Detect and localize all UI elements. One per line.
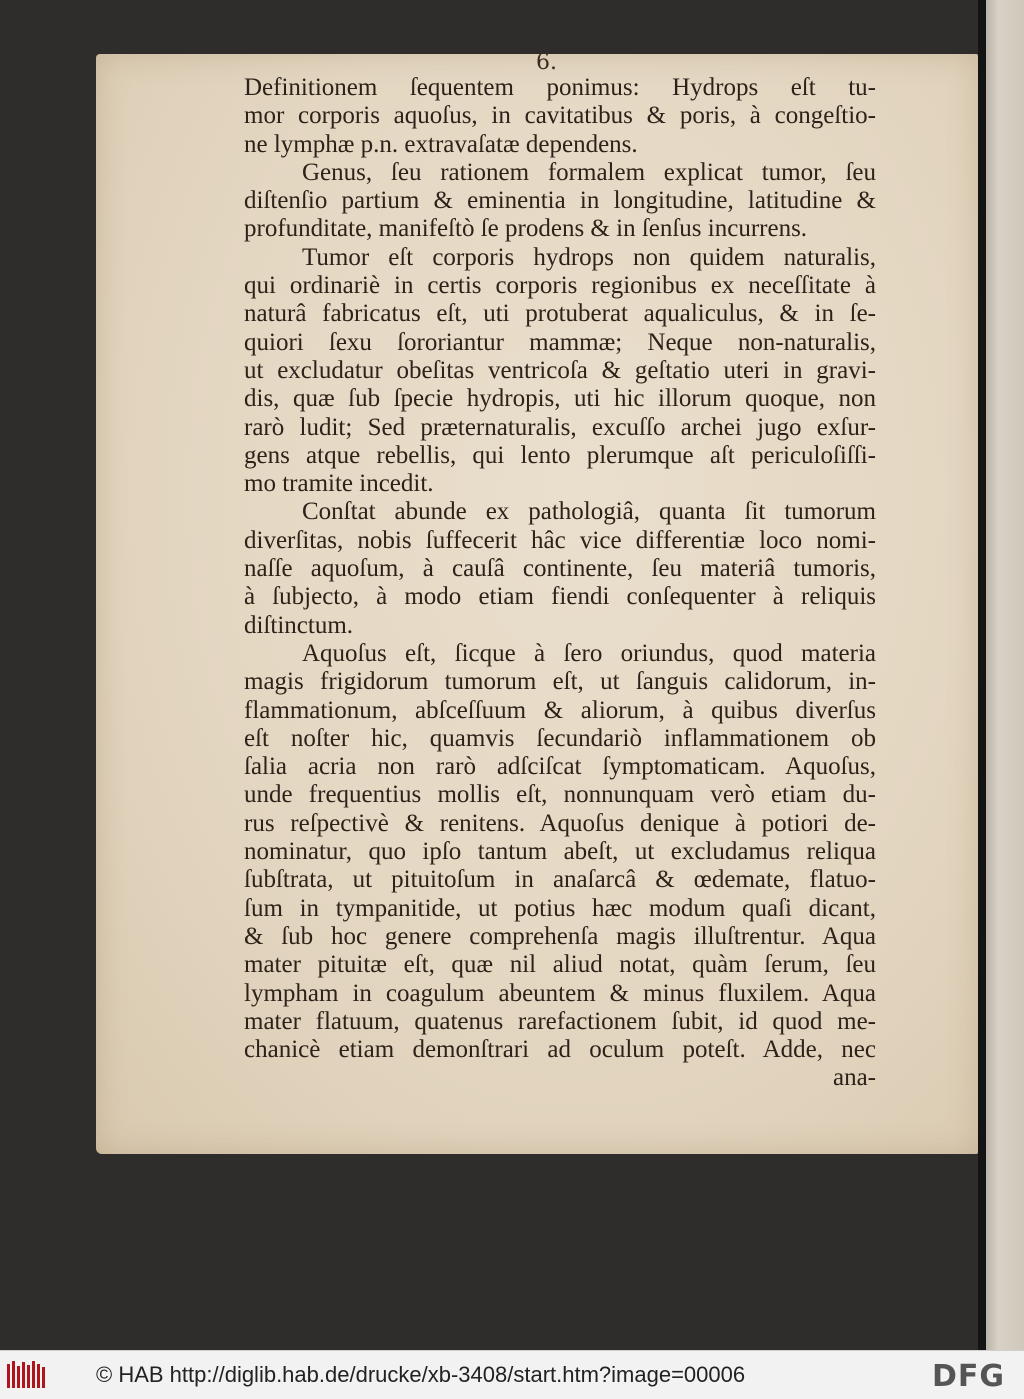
text-line: qui ordinariè in certis corporis regionibus ex neceſſitate à [244,272,876,300]
footer-bar [0,1350,1024,1399]
dfg-logo: DFG [932,1359,1006,1394]
adjacent-page-edge [978,0,1024,1350]
text-line: ne lymphæ p.n. extravaſatæ dependens. [244,130,638,158]
page-number: 6. [536,50,557,75]
text-line: diſtenſio partium & eminentia in longitudine, latitudine & [244,187,876,215]
hab-logo-icon [6,1360,46,1390]
text-line: lympham in coagulum abeuntem & minus fluxilem. Aqua [244,979,876,1007]
text-line: Tumor eſt corporis hydrops non quidem naturalis, [302,243,876,271]
text-line: eſt noſter hic, quamvis ſecundariò inflammationem ob [244,724,876,752]
text-line: Aquoſus eſt, ſicque à ſero oriundus, quod materia [302,639,876,667]
text-line: diſtinctum. [244,611,354,639]
page-text [244,74,876,1093]
text-line: profunditate, manifeſtò ſe prodens & in ſenſus incurrens. [244,215,808,243]
text-line: quiori ſexu ſororiantur mammæ; Neque non-naturalis, [244,328,876,356]
text-line: ſalia acria non rarò adſciſcat ſymptomaticam. Aquoſus, [244,753,876,781]
text-line: unde frequentius mollis eſt, nonnunquam verò etiam du- [244,781,876,809]
text-line: Definitionem ſequentem ponimus: Hydrops eſt tu- [244,74,876,101]
text-line: dis, quæ ſub ſpecie hydropis, uti hic illorum quoque, non [244,385,876,413]
text-line: naſſe aquoſum, à cauſâ continente, ſeu materiâ tumoris, [244,555,876,583]
text-line: gens atque rebellis, qui lento plerumque aſt periculoſiſſi- [244,441,876,469]
text-line: mor corporis aquoſus, in cavitatibus & poris, à congeſtio- [244,102,876,130]
text-line: nominatur, quo ipſo tantum abeſt, ut excludamus reliqua [244,838,876,866]
text-line: Conſtat abunde ex pathologiâ, quanta ſit tumorum [302,498,876,526]
text-line: mo tramite incedit. [244,470,434,498]
text-line: ut excludatur obeſitas ventricoſa & geſtatio uteri in gravi- [244,356,876,384]
text-line: ſum in tympanitide, ut potius hæc modum quaſi dicant, [244,894,876,922]
text-line: diverſitas, nobis ſuffecerit hâc vice differentiæ loco nomi- [244,526,876,554]
spine-shadow [978,0,986,1350]
text-line: chanicè etiam demonſtrari ad oculum poteſt. Adde, nec [244,1036,876,1064]
text-line: mater pituitæ eſt, quæ nil aliud notat, quàm ſerum, ſeu [244,951,876,979]
text-line: flammationum, abſceſſuum & aliorum, à quibus diverſus [244,696,876,724]
text-line: rarò ludit; Sed præternaturalis, excuſſo archei jugo exſur- [244,413,876,441]
text-line: & ſub hoc genere comprehenſa magis illuſtrentur. Aqua [244,922,876,950]
text-line: mater flatuum, quatenus rarefactionem ſubit, id quod me- [244,1007,876,1035]
text-line: ana- [832,1064,876,1092]
text-line: ſubſtrata, ut pituitoſum in anaſarcâ & œdemate, flatuo- [244,866,876,894]
text-line: Genus, ſeu rationem formalem explicat tumor, ſeu [302,158,876,186]
text-line: rus reſpectivè & renitens. Aquoſus denique à potiori de- [244,809,876,837]
credit-link[interactable]: © HAB http://diglib.hab.de/drucke/xb-3408/start.htm?image=00006 [96,1362,746,1387]
text-line: à ſubjecto, à modo etiam fiendi conſequenter à reliquis [244,583,876,611]
text-line: magis frigidorum tumorum eſt, ut ſanguis calidorum, in- [244,668,876,696]
text-line: naturâ fabricatus eſt, uti protuberat aqualiculus, & in ſe- [244,300,876,328]
